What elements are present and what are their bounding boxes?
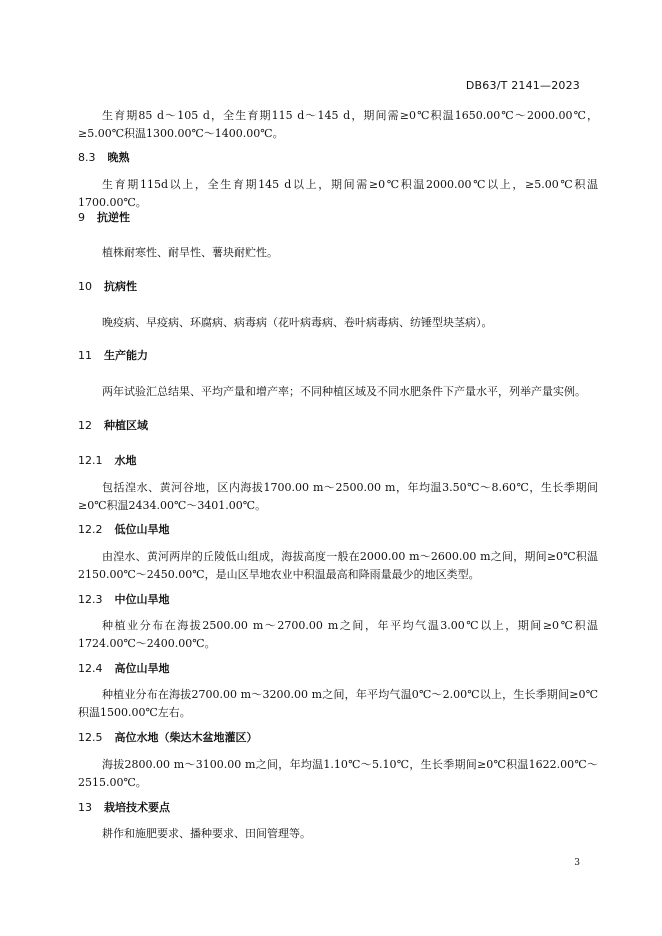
paragraph-10-body: 晚疫病、早疫病、环腐病、病毒病（花叶病毒病、卷叶病毒病、纺锤型块茎病）。 xyxy=(102,316,493,329)
heading-number: 10 xyxy=(78,280,92,293)
heading-12-2 xyxy=(78,522,170,538)
heading-9 xyxy=(78,210,130,226)
heading-number: 12 xyxy=(78,419,92,432)
heading-title: 高位山旱地 xyxy=(114,662,170,675)
paragraph-12-4-body: 种植业分布在海拔2700.00 m～3200.00 m之间，年平均气温0℃～2.00℃以上，生长季期间≥0℃积温1500.00℃左右。 xyxy=(78,688,598,719)
heading-8-3 xyxy=(78,150,130,166)
page-number: 3 xyxy=(574,858,580,868)
heading-title: 中位山旱地 xyxy=(114,593,170,606)
heading-number: 12.4 xyxy=(78,662,103,675)
heading-title: 种植区域 xyxy=(104,419,148,432)
paragraph-12-5-body: 海拔2800.00 m～3100.00 m之间，年均温1.10℃～5.10℃，生长季期间≥0℃积温1622.00℃～2515.00℃。 xyxy=(78,758,598,789)
heading-title: 栽培技术要点 xyxy=(104,801,170,814)
heading-title: 生产能力 xyxy=(104,349,148,362)
heading-number: 12.5 xyxy=(78,731,103,744)
paragraph-13-body: 耕作和施肥要求、播种要求、田间管理等。 xyxy=(102,827,311,840)
heading-number: 11 xyxy=(78,349,92,362)
heading-title: 低位山旱地 xyxy=(114,523,170,536)
paragraph-12-1-body: 包括湟水、黄河谷地，区内海拔1700.00 m～2500.00 m，年均温3.50℃～8.60℃，生长季期间≥0℃积温2434.00℃～3401.00℃。 xyxy=(78,481,598,512)
paragraph-11-body: 两年试验汇总结果、平均产量和增产率；不同种植区域及不同水肥条件下产量水平，列举产量实例。 xyxy=(102,385,586,398)
heading-title: 水地 xyxy=(114,454,137,467)
heading-title: 抗病性 xyxy=(104,280,137,293)
heading-number: 9 xyxy=(78,211,85,224)
paragraph-8-3-body: 生育期115d以上，全生育期145 d以上，期间需≥0℃积温2000.00℃以上，≥5.00℃积温1700.00℃。 xyxy=(78,178,598,209)
heading-number: 8.3 xyxy=(78,151,96,164)
heading-10 xyxy=(78,279,137,295)
heading-number: 12.2 xyxy=(78,523,103,536)
heading-title: 晚熟 xyxy=(107,151,130,164)
heading-12-4 xyxy=(78,661,170,677)
paragraph-9-body: 植株耐寒性、耐旱性、薯块耐贮性。 xyxy=(102,246,278,259)
heading-number: 12.3 xyxy=(78,593,103,606)
paragraph-12-2-body: 由湟水、黄河两岸的丘陵低山组成，海拔高度一般在2000.00 m～2600.00 m之间，期间≥0℃积温2150.00℃～2450.00℃，是山区旱地农业中积温最高和降雨量最少的地区类型。 xyxy=(78,550,598,581)
paragraph-8-2-body: 生育期85 d～105 d，全生育期115 d～145 d，期间需≥0℃积温1650.00℃～2000.00℃，≥5.00℃积温1300.00℃～1400.00℃。 xyxy=(78,109,598,140)
heading-number: 12.1 xyxy=(78,454,103,467)
heading-12-3 xyxy=(78,592,170,608)
heading-12 xyxy=(78,418,148,434)
heading-11 xyxy=(78,348,148,364)
heading-title: 抗逆性 xyxy=(97,211,130,224)
heading-number: 13 xyxy=(78,801,92,814)
heading-12-5 xyxy=(78,730,258,746)
heading-13 xyxy=(78,800,170,816)
paragraph-12-3-body: 种植业分布在海拔2500.00 m～2700.00 m之间，年平均气温3.00℃以上，期间≥0℃积温1724.00℃～2400.00℃。 xyxy=(78,619,598,650)
heading-12-1 xyxy=(78,453,137,469)
document-code: DB63/T 2141—2023 xyxy=(465,79,580,92)
heading-title: 高位水地（柴达木盆地灌区） xyxy=(114,731,258,744)
